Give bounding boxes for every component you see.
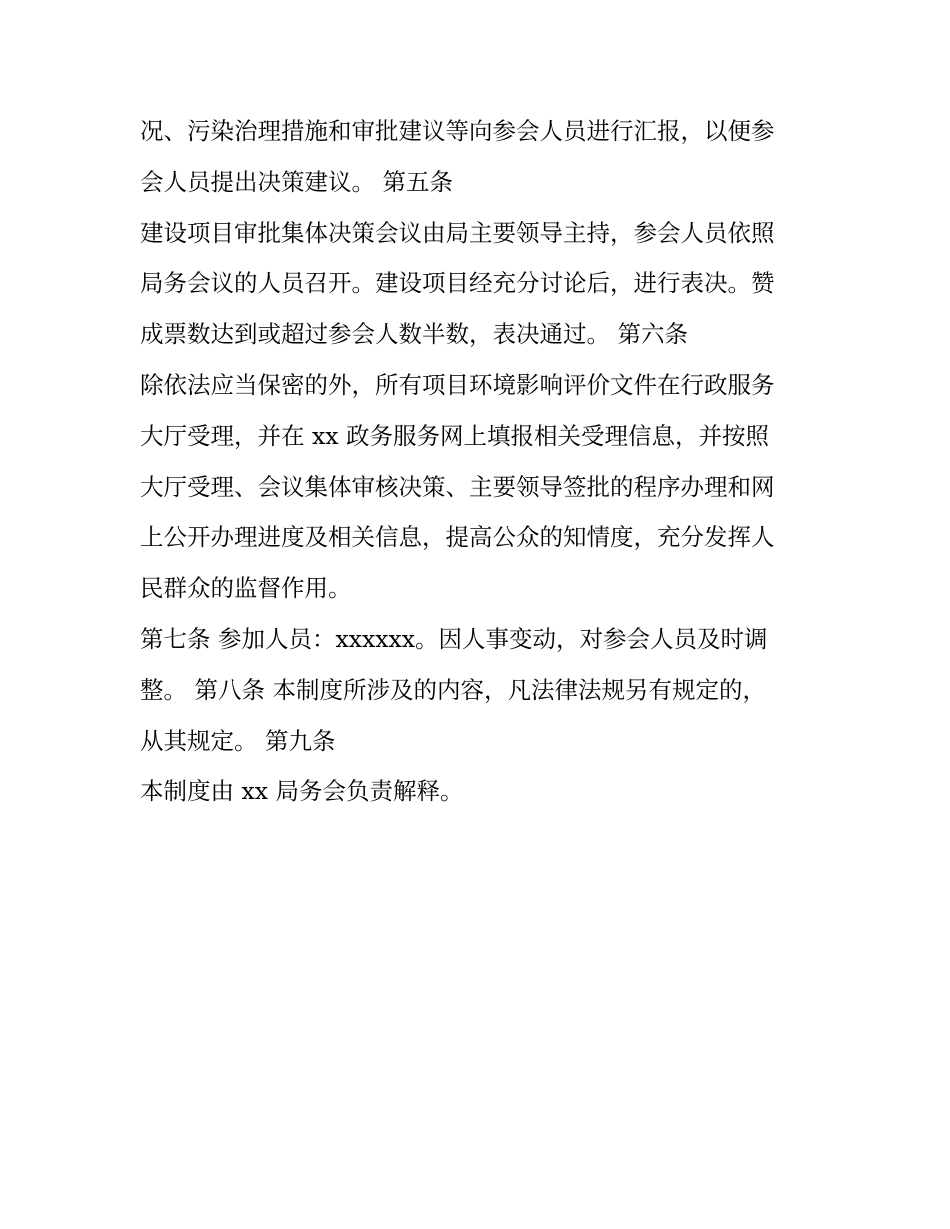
text-line: 大厅受理、会议集体审核决策、主要领导签批的程序办理和网 <box>140 472 775 501</box>
text-line: 整。 第八条 本制度所涉及的内容，凡法律法规另有规定的， <box>140 675 766 704</box>
text-line: 本制度由 xx 局务会负责解释。 <box>140 777 464 806</box>
document-body <box>140 106 830 817</box>
text-line: 除依法应当保密的外，所有项目环境影响评价文件在行政服务 <box>140 370 775 399</box>
text-line: 大厅受理，并在 xx 政务服务网上填报相关受理信息，并按照 <box>140 421 769 450</box>
text-line: 局务会议的人员召开。建设项目经充分讨论后，进行表决。赞 <box>140 269 775 298</box>
text-line: 上公开办理进度及相关信息，提高公众的知情度，充分发挥人 <box>140 523 775 552</box>
text-line: 建设项目审批集体决策会议由局主要领导主持，参会人员依照 <box>140 218 775 247</box>
text-line: 民群众的监督作用。 <box>140 574 352 603</box>
text-line: 况、污染治理措施和审批建议等向参会人员进行汇报，以便参 <box>140 117 775 145</box>
text-line: 第七条 参加人员：xxxxxx。因人事变动，对参会人员及时调 <box>140 624 768 653</box>
text-line: 从其规定。 第九条 <box>140 726 336 755</box>
text-line: 成票数达到或超过参会人数半数，表决通过。 第六条 <box>140 320 688 349</box>
text-line: 会人员提出决策建议。 第五条 <box>140 167 453 196</box>
